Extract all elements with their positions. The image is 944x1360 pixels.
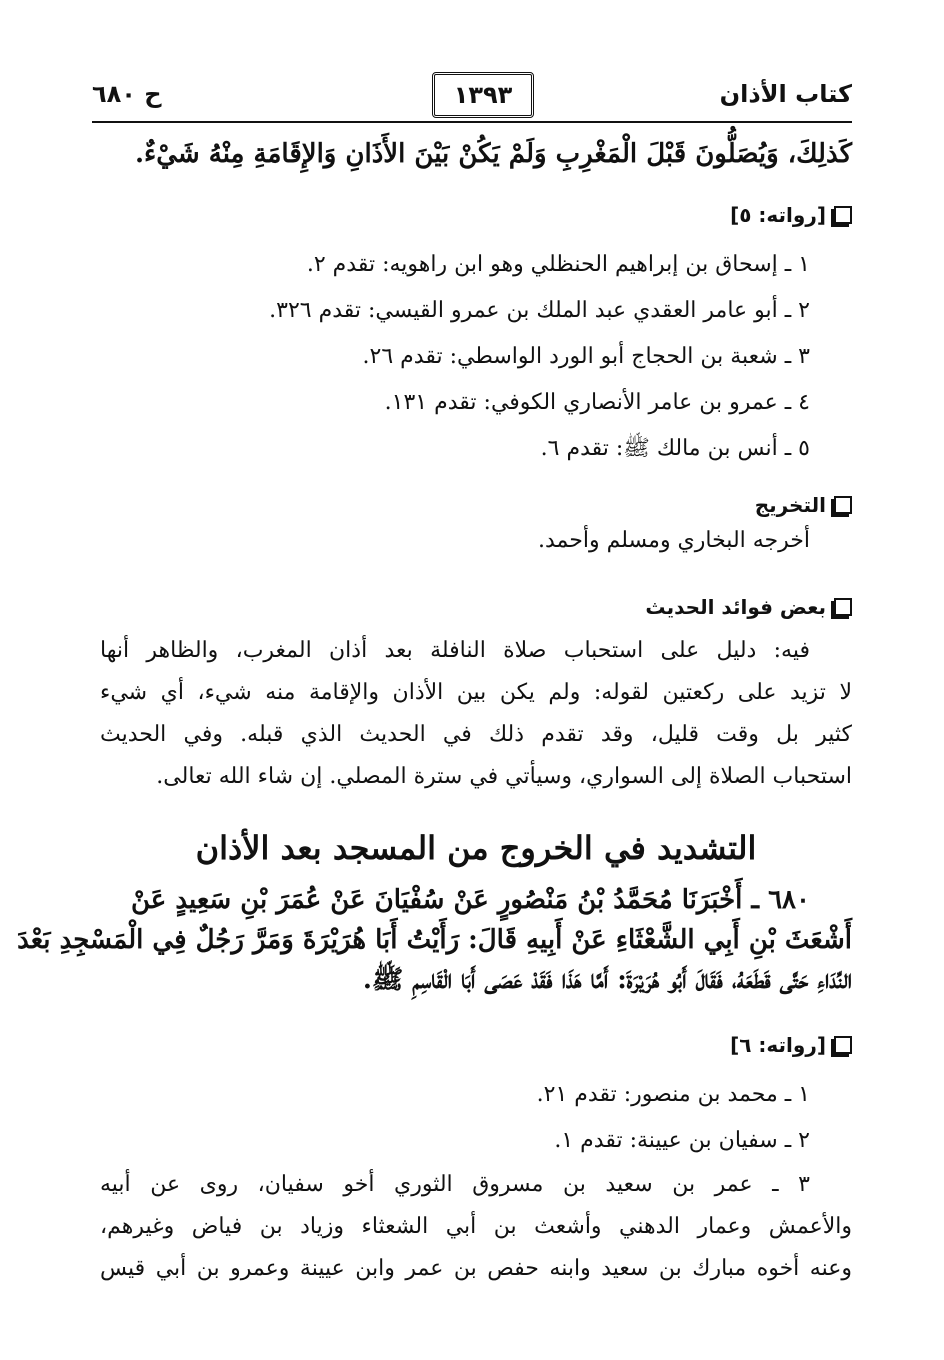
- benefits-paragraph: [100, 630, 852, 798]
- checkbox-icon: [834, 496, 852, 514]
- paragraph-line: والأعمش وعمار الدهني وأشعث بن أبي الشعثاء وزياد بن فياض وغيرهم،: [100, 1214, 852, 1239]
- chapter-title: التشديد في الخروج من المسجد بعد الأذان: [195, 829, 757, 867]
- page-header: [92, 72, 852, 120]
- hadith-line: أَشْعَثَ بْنِ أَبِي الشَّعْثَاءِ عَنْ أَبِيهِ قَالَ: رَأَيْتُ أَبَا هُرَيْرَةَ وَمَرَّ رَجُلٌ فِي الْمَسْجِدِ بَعْدَ: [17, 925, 852, 955]
- section-heading: [100, 592, 852, 622]
- paragraph-line: كثير بل وقت قليل، وقد تقدم ذلك في الحديث الذي قبله. وفي الحديث: [100, 722, 852, 747]
- narrator-biography: [100, 1164, 852, 1290]
- narrators-heading: [رواته: ٦]: [730, 1033, 826, 1057]
- takhrij-text: أخرجه البخاري ومسلم وأحمد.: [538, 528, 810, 553]
- checkbox-icon: [834, 206, 852, 224]
- narrator-list: [100, 1072, 852, 1164]
- hadith-text-continued: [100, 134, 852, 174]
- paragraph-line: لا تزيد على ركعتين لقوله: ولم يكن بين الأذان والإقامة منه شيء، أي شيء: [100, 680, 852, 705]
- chapter-heading: [100, 826, 852, 870]
- hadith-680: [17, 880, 852, 1000]
- section-heading: [100, 200, 852, 230]
- narrators-heading: [رواته: ٥]: [730, 203, 826, 227]
- header-divider: [92, 121, 852, 123]
- narrator-item: ٥ ـ أنس بن مالك ﷺ: تقدم ٦.: [540, 436, 810, 461]
- narrators-section: [100, 1030, 852, 1290]
- narrator-item: ١ ـ إسحاق بن إبراهيم الحنظلي وهو ابن راهويه: تقدم ٢.: [306, 252, 810, 277]
- narrator-item: ٢ ـ أبو عامر العقدي عبد الملك بن عمرو القيسي: تقدم ٣٢٦.: [269, 298, 810, 323]
- hadith-line: ٦٨٠ ـ أَخْبَرَنَا مُحَمَّدُ بْنُ مَنْصُورٍ عَنْ سُفْيَانَ عَنْ عُمَرَ بْنِ سَعِيدٍ عَنْ: [131, 885, 810, 915]
- paragraph-line: فيه: دليل على استحباب صلاة النافلة بعد أذان المغرب، والظاهر أنها: [100, 638, 810, 663]
- takhrij-heading: التخريج: [754, 493, 826, 517]
- paragraph-line: ٣ ـ عمر بن سعيد بن مسروق الثوري أخو سفيان، روى عن أبيه: [100, 1172, 810, 1197]
- narrator-item: ٣ ـ شعبة بن الحجاج أبو الورد الواسطي: تقدم ٢٦.: [362, 344, 810, 369]
- section-heading: [100, 490, 852, 520]
- hadith-reference: ح ٦٨٠: [92, 80, 162, 108]
- benefits-section: [100, 592, 852, 798]
- paragraph-line: وعنه أخوه مبارك بن سعيد وابنه حفص بن عمر وابن عيينة وعمرو بن أبي قيس: [100, 1256, 852, 1281]
- narrators-section: [100, 200, 852, 472]
- narrator-list: [100, 242, 852, 472]
- narrator-item: ٢ ـ سفيان بن عيينة: تقدم ١.: [554, 1128, 810, 1153]
- takhrij-section: [100, 490, 852, 562]
- paragraph-line: استحباب الصلاة إلى السواري، وسيأتي في سترة المصلي. إن شاء الله تعالى.: [156, 764, 852, 789]
- page-number: ١٣٩٣: [432, 72, 534, 118]
- book-title: كتاب الأذان: [719, 80, 852, 108]
- hadith-line: النِّدَاءِ حَتَّى قَطَعَهُ، فَقَالَ أَبُو هُرَيْرَةَ: أَمَّا هَذَا فَقَدْ عَصَى أَبَا الْقَاسِمِ ﷺ.: [362, 965, 852, 995]
- checkbox-icon: [834, 598, 852, 616]
- narrator-item: ١ ـ محمد بن منصور: تقدم ٢١.: [536, 1082, 810, 1107]
- narrator-item: ٤ ـ عمرو بن عامر الأنصاري الكوفي: تقدم ١٣١.: [384, 390, 810, 415]
- checkbox-icon: [834, 1036, 852, 1054]
- benefits-heading: بعض فوائد الحديث: [645, 595, 826, 619]
- section-heading: [100, 1030, 852, 1060]
- hadith-line: كَذلِكَ، وَيُصَلُّونَ قَبْلَ الْمَغْرِبِ وَلَمْ يَكُنْ بَيْنَ الأَذَانِ وَالإِقَامَةِ مِنْهُ شَيْءٌ.: [134, 139, 852, 169]
